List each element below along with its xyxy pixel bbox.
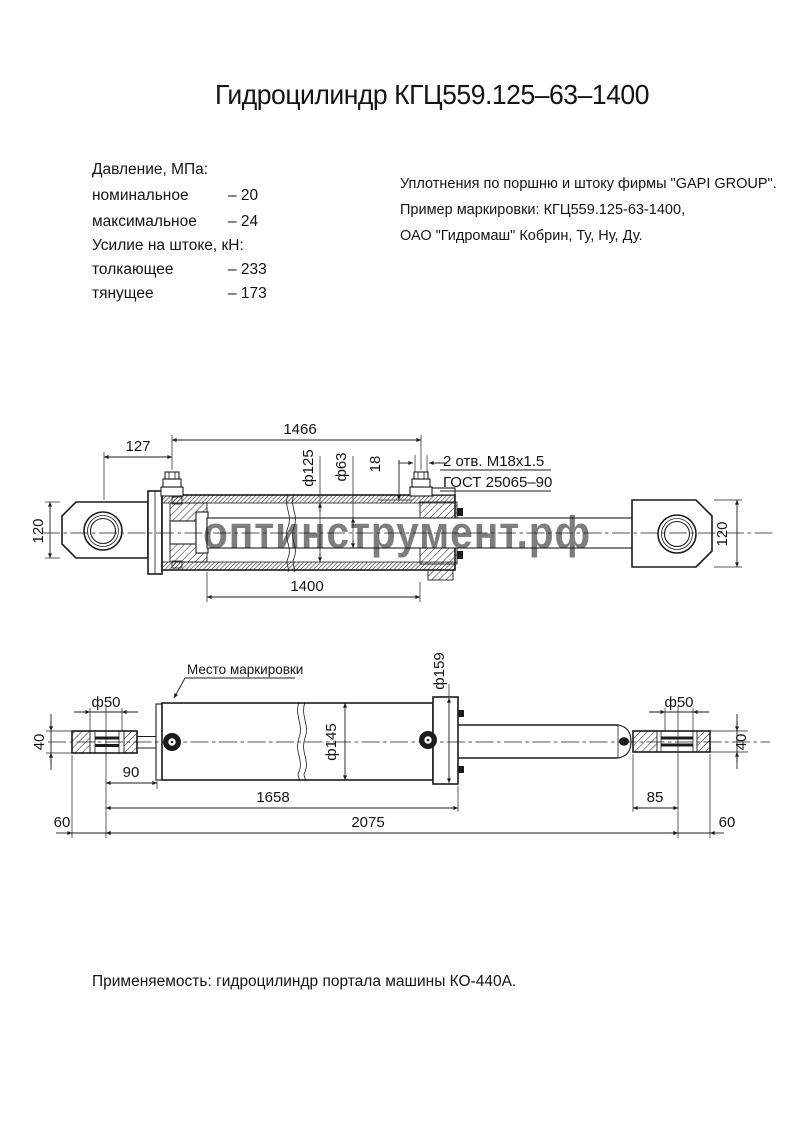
dim-rod-dia: ф63: [333, 452, 350, 482]
spec-pull-value: – 173: [228, 285, 267, 302]
spec-nominal-label: номинальное: [92, 187, 189, 204]
spec-pressure-header: Давление, МПа:: [92, 161, 209, 178]
spec-max-label: максимальное: [92, 213, 197, 230]
piston-seal-bottom: [172, 561, 182, 568]
page-title: Гидроцилиндр КГЦ559.125–63–1400: [215, 79, 649, 110]
left-eye-bore: [91, 519, 116, 544]
note-manufacturer: ОАО "Гидромаш" Кобрин, Ту, Ну, Ду.: [400, 228, 643, 244]
gland-lug-bottom: [458, 766, 464, 773]
application-note: Применяемость: гидроцилиндр портала машины КО-440А.: [92, 973, 517, 990]
dim-60-left: 60: [53, 814, 71, 831]
spec-force-header: Усилие на штоке, кН:: [92, 237, 244, 254]
spec-pull-label: тянущее: [92, 285, 154, 302]
spec-push-value: – 233: [228, 261, 267, 278]
dim-18: 18: [367, 455, 384, 473]
spec-push-label: толкающее: [92, 261, 174, 278]
note-seals: Уплотнения по поршню и штоку фирмы "GAPI GROUP".: [400, 176, 777, 192]
right-pin-hatch-inner: [633, 731, 657, 752]
spec-max-value: – 24: [228, 213, 259, 230]
dim-1466: 1466: [283, 421, 317, 438]
dim-gland-dia: ф159: [431, 652, 448, 690]
note-marking-example: Пример маркировки: КГЦ559.125-63-1400,: [400, 202, 686, 218]
dim-2075: 2075: [351, 814, 385, 831]
gland-tab: [428, 570, 453, 580]
port-note-line2: ГОСТ 25065–90: [443, 474, 553, 491]
port-note-line1: 2 отв. М18х1.5: [443, 453, 545, 470]
dim-1658: 1658: [256, 789, 290, 806]
spec-nominal-value: – 20: [228, 187, 259, 204]
port-boss-right: [419, 731, 437, 749]
right-pin-hatch-outer: [697, 731, 710, 752]
dim-body-dia: ф145: [323, 723, 340, 761]
right-eye-bore: [665, 522, 690, 547]
dim-eye-width-right: 120: [714, 521, 731, 547]
dim-pin-hole-right: ф50: [664, 694, 694, 711]
piston-hub: [170, 521, 196, 544]
dim-pin-width-left: 40: [31, 733, 48, 751]
tube-wall-bottom: [162, 562, 455, 570]
dim-bore-dia: ф125: [300, 449, 317, 487]
marking-location-label: Место маркировки: [187, 662, 304, 677]
dim-1400: 1400: [290, 578, 324, 595]
dim-60-right: 60: [718, 814, 736, 831]
watermark: оптинструмент.рф: [203, 507, 591, 558]
gland-lug-top: [458, 710, 464, 717]
rod-end-pin: [619, 737, 629, 745]
dim-90: 90: [122, 764, 140, 781]
port-boss-left: [163, 733, 181, 751]
cylinder-body: [162, 703, 433, 780]
dim-85: 85: [646, 789, 664, 806]
piston-seal-top: [172, 497, 182, 504]
dim-127: 127: [125, 438, 151, 455]
dim-pin-hole-left: ф50: [91, 694, 121, 711]
dim-pin-width-right: 40: [733, 733, 750, 751]
dim-eye-width-left: 120: [30, 518, 47, 544]
